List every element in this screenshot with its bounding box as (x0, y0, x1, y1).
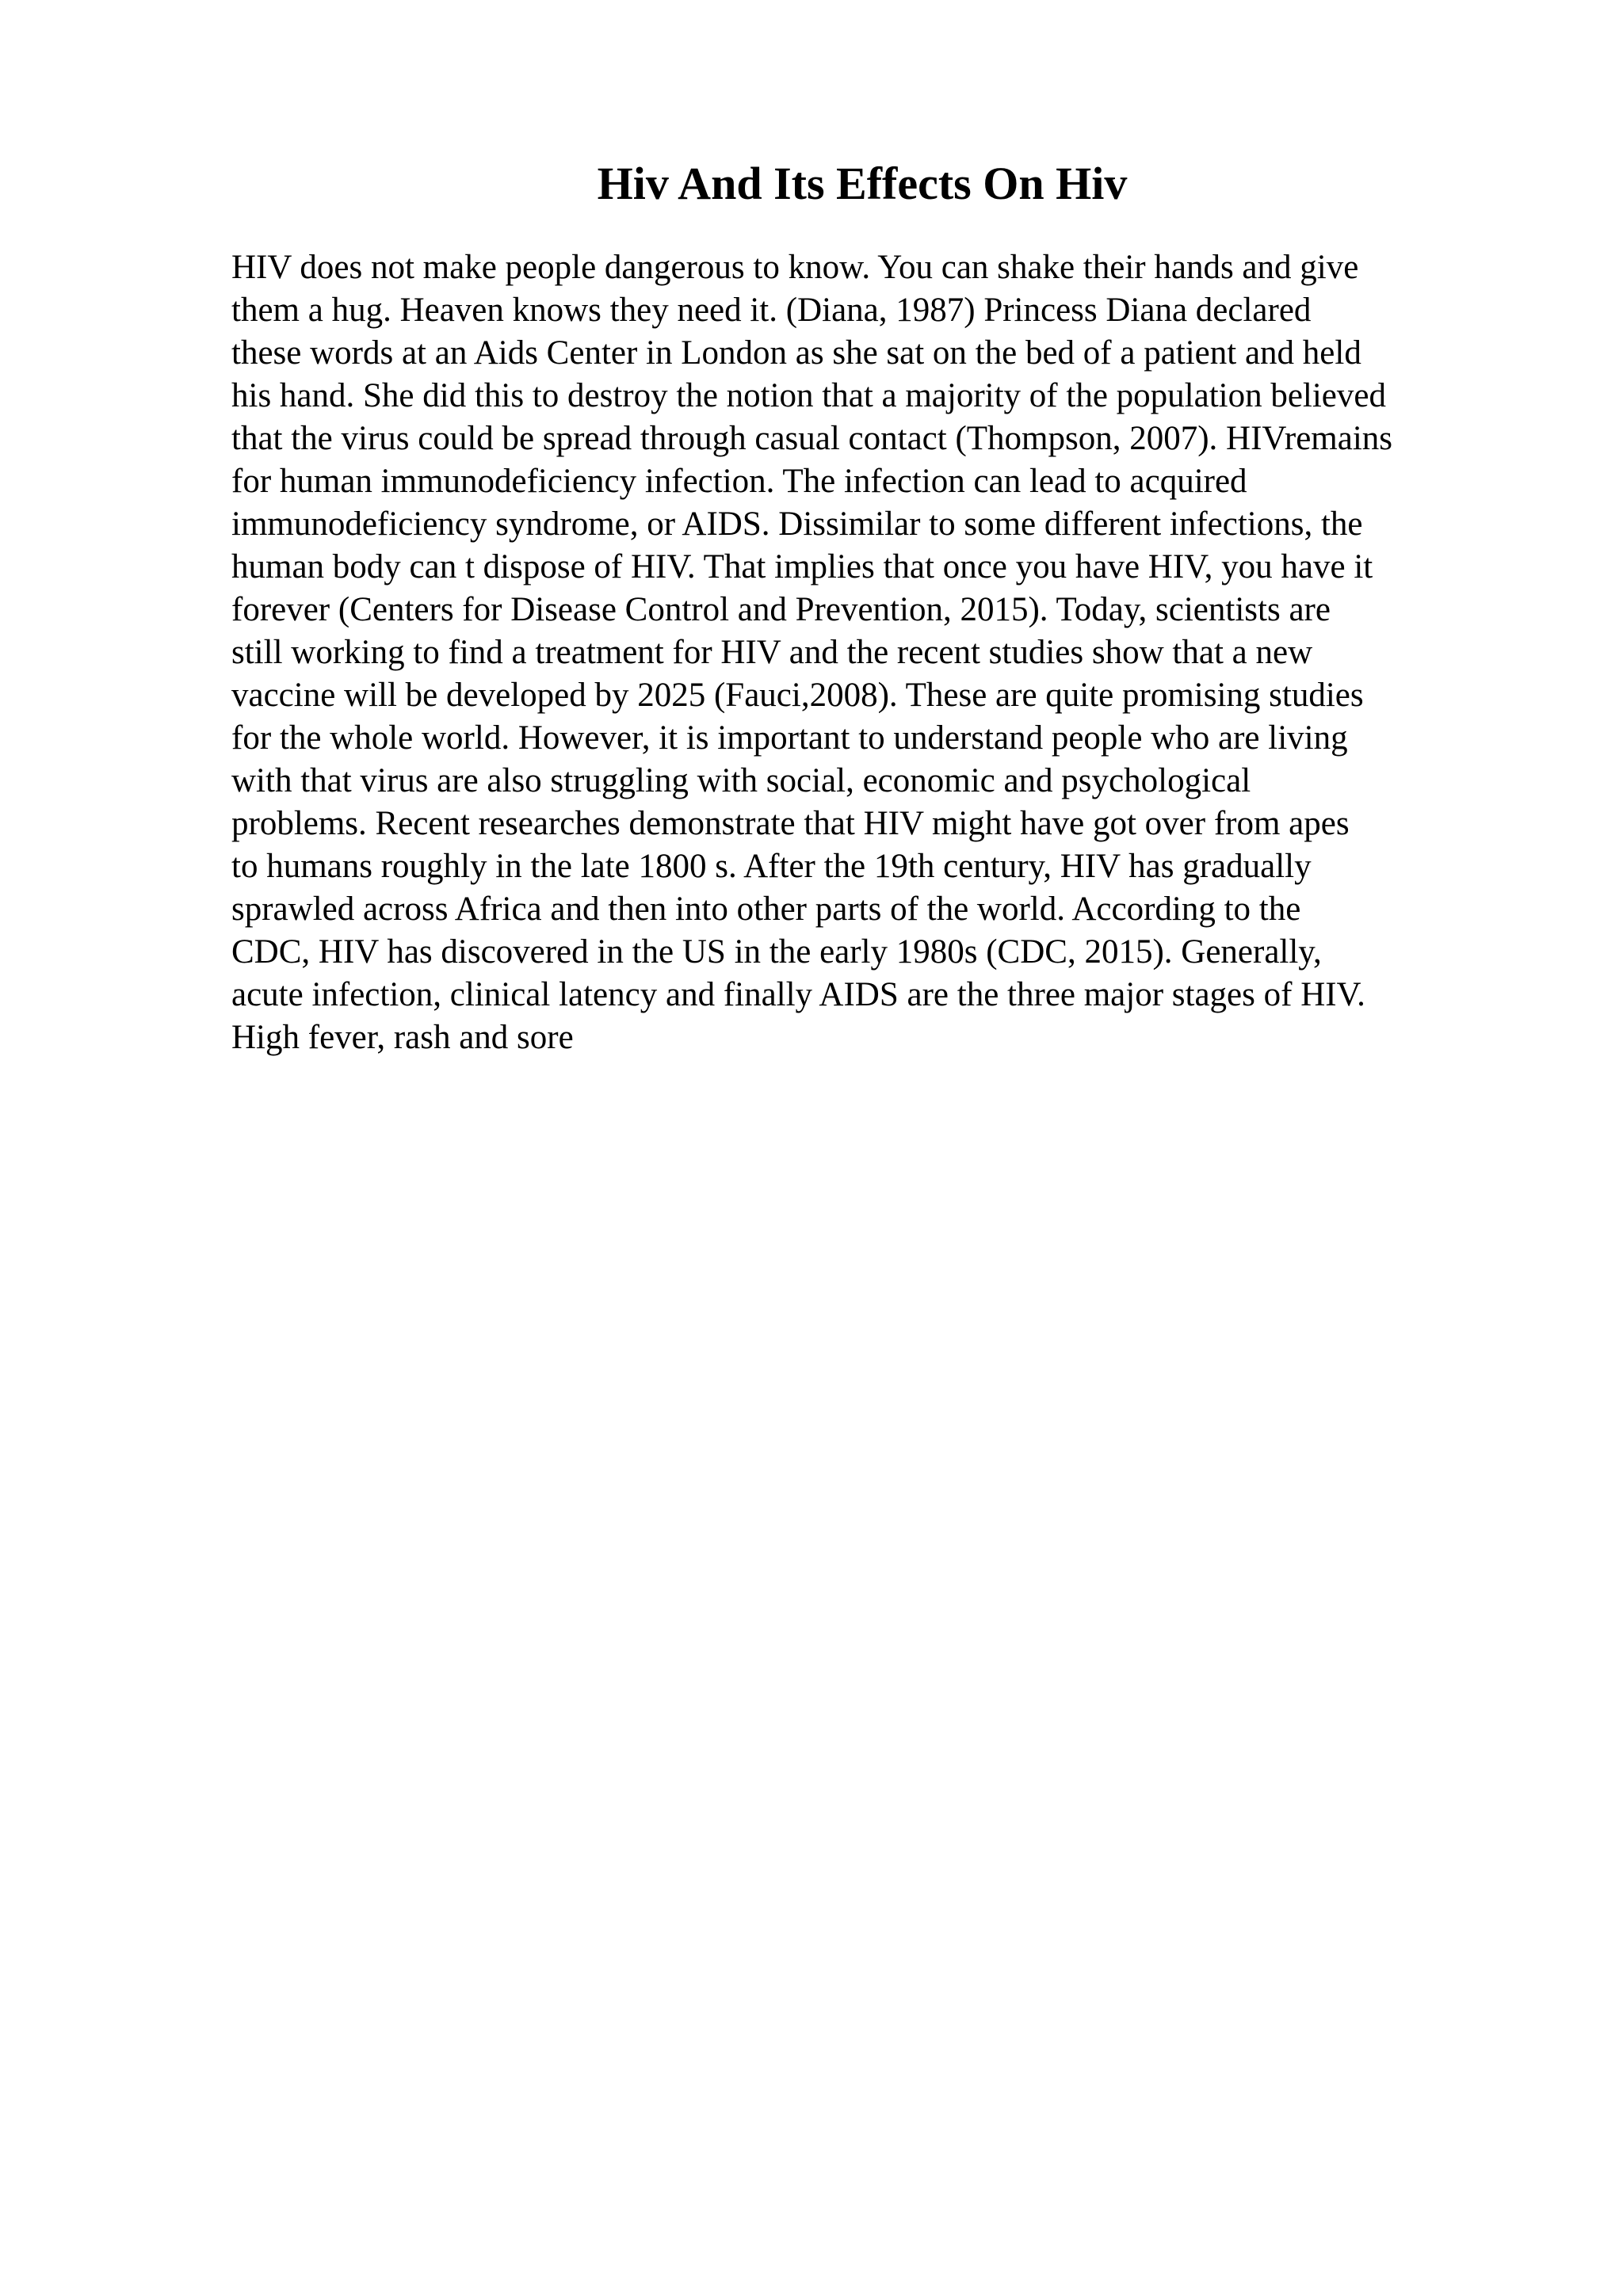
body-line: forever (Centers for Disease Control and Prevention, 2015). Today, scientists are (231, 591, 1331, 628)
body-line: his hand. She did this to destroy the notion that a majority of the population believed (231, 377, 1386, 414)
body-line: human body can t dispose of HIV. That implies that once you have HIV, you have it (231, 548, 1373, 585)
body-line: still working to find a treatment for HIV and the recent studies show that a new (231, 634, 1313, 671)
body-line: for the whole world. However, it is important to understand people who are living (231, 719, 1348, 757)
document-title: Hiv And Its Effects On Hiv (597, 158, 1128, 209)
body-line: High fever, rash and sore (231, 1019, 574, 1056)
body-line: that the virus could be spread through casual contact (Thompson, 2007). HIVremains (231, 420, 1393, 457)
body-line: to humans roughly in the late 1800 s. After the 19th century, HIV has gradually (231, 848, 1312, 885)
body-line: CDC, HIV has discovered in the US in the early 1980s (CDC, 2015). Generally, (231, 933, 1322, 971)
body-line: problems. Recent researches demonstrate that HIV might have got over from apes (231, 805, 1350, 842)
body-line: acute infection, clinical latency and finally AIDS are the three major stages of HIV. (231, 976, 1365, 1013)
document-body (231, 246, 1515, 1059)
body-line: these words at an Aids Center in London as she sat on the bed of a patient and held (231, 334, 1361, 372)
body-line: vaccine will be developed by 2025 (Fauci,2008). These are quite promising studies (231, 677, 1364, 714)
body-line: sprawled across Africa and then into other parts of the world. According to the (231, 891, 1301, 928)
body-line: immunodeficiency syndrome, or AIDS. Dissimilar to some different infections, the (231, 505, 1363, 543)
body-line: them a hug. Heaven knows they need it. (Diana, 1987) Princess Diana declared (231, 292, 1312, 329)
body-line: for human immunodeficiency infection. The infection can lead to acquired (231, 463, 1247, 500)
body-line: HIV does not make people dangerous to know. You can shake their hands and give (231, 249, 1359, 286)
body-line: with that virus are also struggling with social, economic and psychological (231, 762, 1251, 799)
